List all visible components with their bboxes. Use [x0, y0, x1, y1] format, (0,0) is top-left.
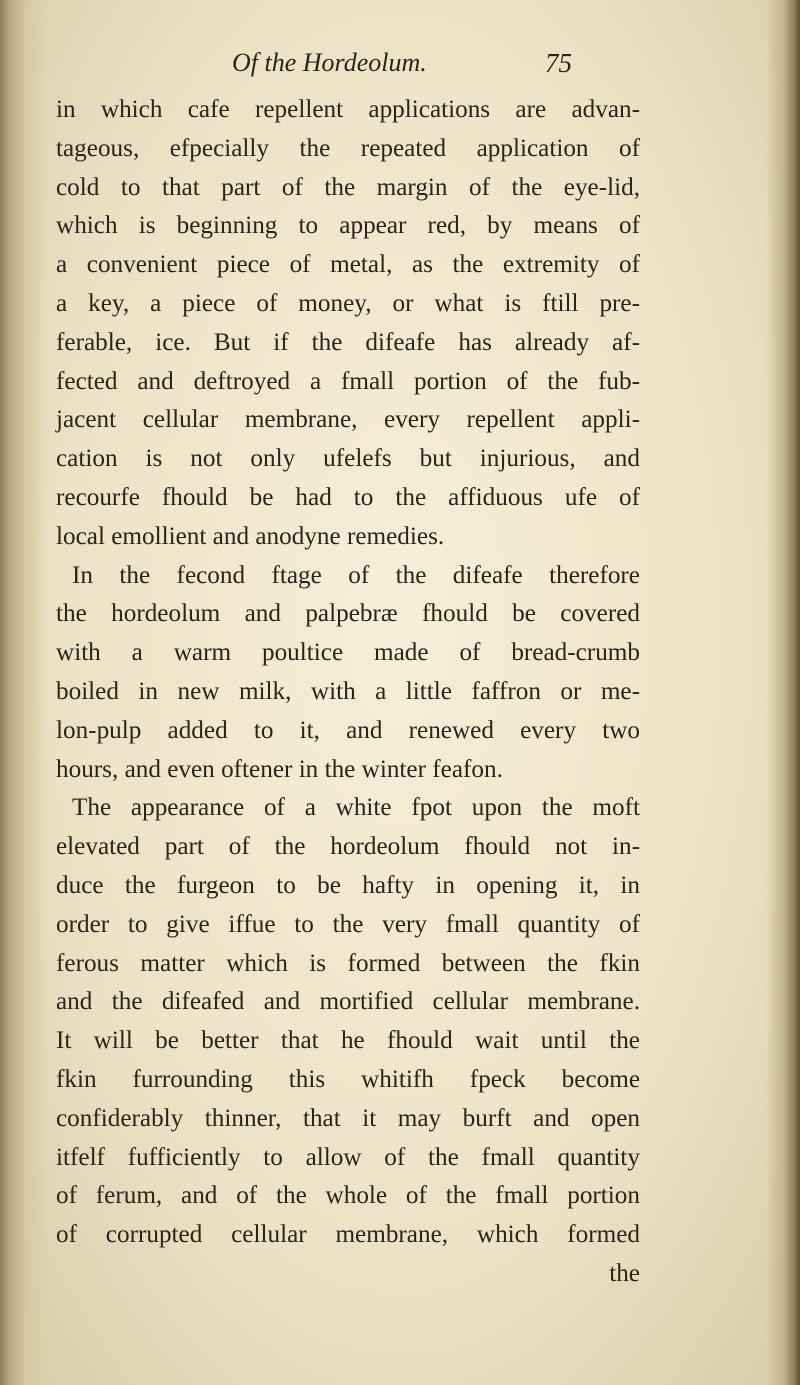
binding-shadow [0, 0, 48, 1385]
text-line: fected and deftroyed a fmall portion of the fub- [56, 367, 640, 395]
text-line: ferable, ice. But if the difeafe has already af- [56, 328, 640, 356]
running-header [232, 44, 572, 88]
text-line: duce the furgeon to be hafty in opening it, in [56, 871, 640, 899]
text-line: a key, a piece of money, or what is ftill pre- [56, 289, 640, 317]
text-line: tageous, efpecially the repeated application of [56, 134, 640, 162]
text-line: cation is not only ufelefs but injurious, and [56, 445, 640, 473]
text-line: confiderably thinner, that it may burft and open [56, 1104, 640, 1132]
text-line: of ferum, and of the whole of the fmall portion [56, 1182, 640, 1210]
text-line: the hordeolum and palpebræ fhould be covered [56, 600, 640, 628]
text-line: a convenient piece of metal, as the extremity of [56, 251, 640, 279]
text-line: The appearance of a white fpot upon the moft [72, 794, 640, 822]
text-line: with a warm poultice made of bread-crumb [56, 639, 640, 667]
text-line: which is beginning to appear red, by means of [56, 212, 640, 240]
running-title: Of the Hordeolum. [232, 48, 427, 77]
body-text [56, 91, 640, 1294]
text-line: and the difeafed and mortified cellular membrane. [56, 988, 640, 1016]
text-line: local emollient and anodyne remedies. [56, 522, 445, 550]
text-line: in which cafe repellent applications are advan- [56, 96, 640, 123]
text-line: order to give iffue to the very fmall quantity of [56, 910, 640, 938]
text-line: elevated part of the hordeolum fhould not in- [56, 833, 640, 861]
page-number: 75 [545, 48, 572, 78]
page-edge [766, 0, 800, 1385]
text-line: fkin furrounding this whitifh fpeck become [56, 1065, 640, 1093]
catchword: the [609, 1259, 640, 1287]
text-line: cold to that part of the margin of the eye-lid, [56, 173, 640, 201]
text-line: It will be better that he fhould wait until the [56, 1027, 640, 1055]
text-line: ferous matter which is formed between the fkin [56, 949, 640, 977]
text-line: boiled in new milk, with a little faffron or me- [56, 677, 640, 705]
text-line: itfelf fufficiently to allow of the fmall quantity [56, 1143, 640, 1171]
text-line: recourfe fhould be had to the affiduous ufe of [56, 483, 640, 511]
text-line: jacent cellular membrane, every repellent appli- [56, 406, 640, 434]
text-line: of corrupted cellular membrane, which formed [56, 1221, 640, 1249]
text-line: In the fecond ftage of the difeafe therefore [72, 561, 640, 589]
text-line: lon-pulp added to it, and renewed every two [56, 716, 640, 744]
text-line: hours, and even oftener in the winter feafon. [56, 755, 503, 783]
